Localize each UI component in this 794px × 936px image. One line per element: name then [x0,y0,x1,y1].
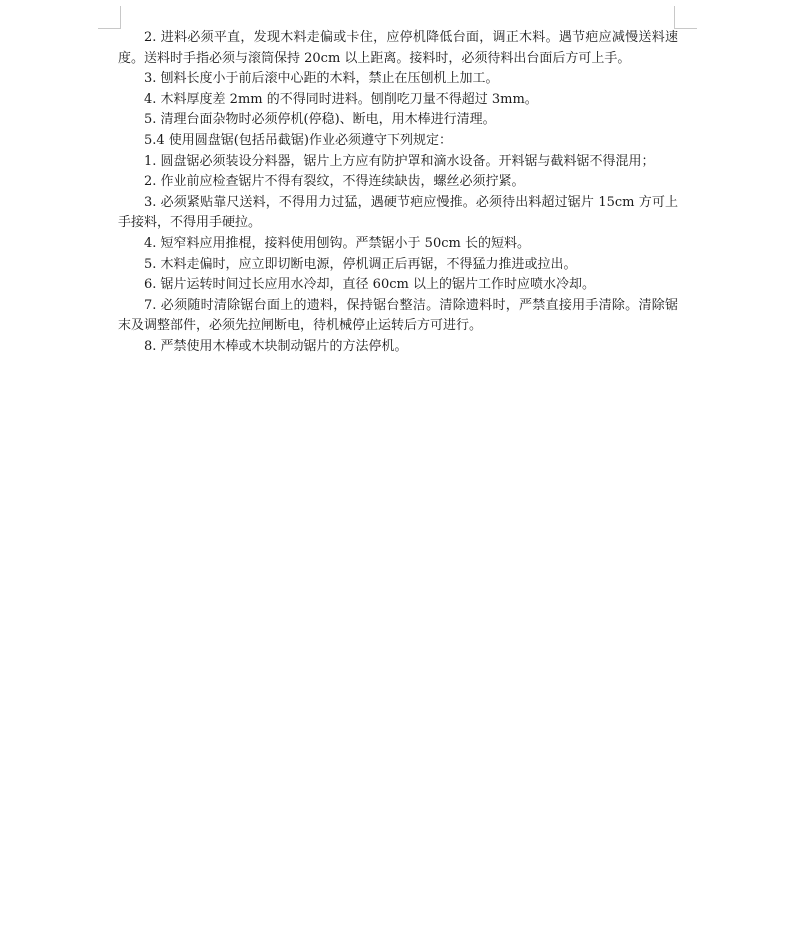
document-body[interactable] [118,28,678,358]
paragraph-clear-debris: 7. 必须随时清除锯台面上的遗料，保持锯台整洁。清除遗料时，严禁直接用手清除。清除锯末及调整部件，必须先拉闸断电，待机械停止运转后方可进行。 [118,297,678,334]
paragraph-push-stick: 4. 短窄料应用推棍，接料使用刨钩。严禁锯小于 50cm 长的短料。 [144,235,530,251]
crop-mark-top-left [98,6,121,29]
paragraph-feed-straight: 2. 进料必须平直，发现木料走偏或卡住，应停机降低台面，调正木料。遇节疤应减慢送料速度。送料时手指必须与滚筒保持 20cm 以上距离。接料时，必须待料出台面后方可上手。 [118,30,678,66]
paragraph-clean-table: 5. 清理台面杂物时必须停机(停稳)、断电，用木棒进行清理。 [144,112,496,128]
paragraph-length-limit: 3. 刨料长度小于前后滚中心距的木料，禁止在压刨机上加工。 [144,71,499,87]
paragraph-cut-power: 5. 木料走偏时，应立即切断电源，停机调正后再锯，不得猛力推进或拉出。 [144,256,577,272]
paragraph-fence-feed: 3. 必须紧贴靠尺送料，不得用力过猛，遇硬节疤应慢推。必须待出料超过锯片 15cm 方可上手接料，不得用手硬拉。 [118,194,678,231]
paragraph-thickness-limit: 4. 木料厚度差 2mm 的不得同时进料。刨削吃刀量不得超过 3mm。 [144,91,538,107]
crop-mark-top-right [674,6,697,29]
paragraph-water-cooling: 6. 锯片运转时间过长应用水冷却，直径 60cm 以上的锯片工作时应喷水冷却。 [144,277,595,293]
paragraph-check-blade: 2. 作业前应检查锯片不得有裂纹，不得连续缺齿，螺丝必须拧紧。 [144,174,525,190]
paragraph-no-wood-brake: 8. 严禁使用木棒或木块制动锯片的方法停机。 [144,338,408,354]
paragraph-riving-knife: 1. 圆盘锯必须装设分料器，锯片上方应有防护罩和滴水设备。开料锯与截料锯不得混用； [144,153,655,169]
section-heading-circular-saw: 5.4 使用圆盘锯(包括吊截锯)作业必须遵守下列规定： [144,132,452,148]
